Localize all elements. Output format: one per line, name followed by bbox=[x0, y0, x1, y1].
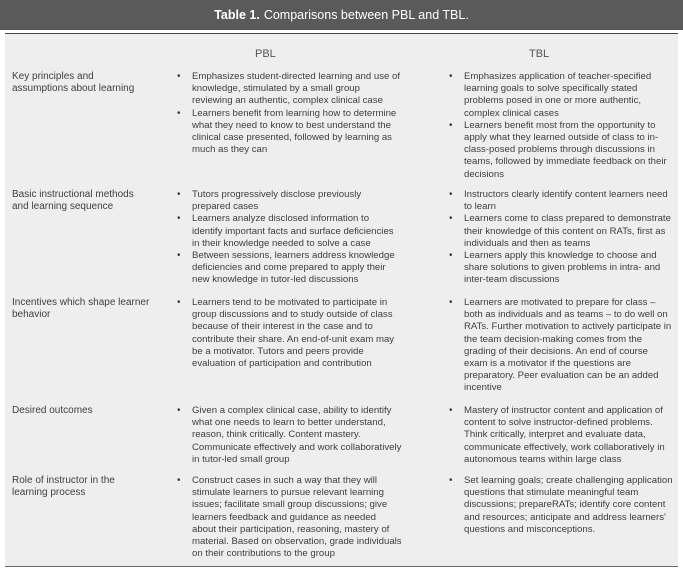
list-item: • Learners apply this knowledge to choose and share solutions to given problems in intra- and inter-team discussions bbox=[448, 250, 674, 287]
list-item: • Learners come to class prepared to demonstrate their knowledge of this content on RATs, first as individuals and then as teams bbox=[448, 213, 674, 250]
list-item: • Learners analyze disclosed information to identify important facts and surface deficiencies in their knowledge needed to solve a case bbox=[176, 213, 402, 250]
row-label-instructional-methods: Basic instructional methods and learning sequence bbox=[12, 189, 134, 212]
cell-tbl-incentives bbox=[448, 297, 674, 395]
cell-pbl-incentives bbox=[176, 297, 402, 370]
cell-pbl-instructional-methods bbox=[176, 189, 402, 287]
cell-tbl-desired-outcomes bbox=[448, 405, 674, 466]
cell-pbl-instructor-role bbox=[176, 475, 402, 560]
list-item: • Mastery of instructor content and application of content to solve instructor-defined problems. Think critically, interpret and evaluate data, communicate effectively, work collaboratively in autonomous teams within large class bbox=[448, 405, 674, 466]
list-item: • Emphasizes application of teacher-specified learning goals to solve specifically stated problems posed in one or more authentic, complex clinical cases bbox=[448, 71, 674, 120]
row-label-key-principles: Key principles and assumptions about learning bbox=[12, 71, 135, 94]
list-item: • Tutors progressively disclose previously prepared cases bbox=[176, 189, 402, 213]
list-item: • Instructors clearly identify content learners need to learn bbox=[448, 189, 674, 213]
list-item: • Emphasizes student-directed learning and use of knowledge, stimulated by a small group reviewing an authentic, complex clinical case bbox=[176, 71, 402, 108]
cell-tbl-instructor-role bbox=[448, 475, 674, 536]
list-item: • Learners benefit most from the opportunity to apply what they learned outside of class to in-class-posed problems through discussions in teams, followed by immediate feedback on their decisions bbox=[448, 120, 674, 181]
list-item: • Learners benefit from learning how to determine what they need to know to best understand the clinical case presented, followed by learning as much as they can bbox=[176, 108, 402, 157]
table-caption bbox=[0, 0, 683, 30]
table-number: Table 1. bbox=[214, 8, 260, 22]
column-header-tbl: TBL bbox=[529, 48, 550, 60]
table-title: Comparisons between PBL and TBL. bbox=[263, 8, 469, 22]
row-label-incentives: Incentives which shape learner behavior bbox=[12, 297, 150, 320]
list-item: • Set learning goals; create challenging application questions that stimulate meaningful team discussions; prepareRATs; identify core content and resources; anticipate and address learners' questions and misconceptions. bbox=[448, 475, 674, 536]
row-label-instructor-role: Role of instructor in the learning process bbox=[12, 475, 115, 498]
row-label-desired-outcomes: Desired outcomes bbox=[12, 405, 93, 416]
list-item: • Learners tend to be motivated to participate in group discussions and to study outside of class because of their interest in the case and to contribute their share. An end-of-unit exam may be a motivator. Tutors and peers provide evaluation of participation and contribution bbox=[176, 297, 402, 370]
comparison-table bbox=[5, 33, 678, 567]
cell-pbl-key-principles bbox=[176, 71, 402, 156]
list-item: • Learners are motivated to prepare for class – both as individuals and as teams – to do well on RATs. Further motivation to actively participate in the team decision-making comes from the grading of their decisions. An end of course exam is a motivator if the questions are preparatory. Peer evaluation can be an added incentive bbox=[448, 297, 674, 395]
cell-pbl-desired-outcomes bbox=[176, 405, 402, 466]
list-item: • Between sessions, learners address knowledge deficiencies and come prepared to apply their new knowledge in tutor-led discussions bbox=[176, 250, 402, 287]
list-item: • Construct cases in such a way that they will stimulate learners to pursue relevant learning issues; facilitate small group discussions; give learners feedback and guidance as needed about their participation, reasoning, mastery of material. Based on observation, grade individuals on their contributions to the group bbox=[176, 475, 402, 560]
cell-tbl-instructional-methods bbox=[448, 189, 674, 287]
cell-tbl-key-principles bbox=[448, 71, 674, 181]
column-header-pbl: PBL bbox=[255, 48, 276, 60]
list-item: • Given a complex clinical case, ability to identify what one needs to learn to better understand, reason, think critically. Content mastery. Communicate effectively and work collaboratively in tutor-led small group bbox=[176, 405, 402, 466]
